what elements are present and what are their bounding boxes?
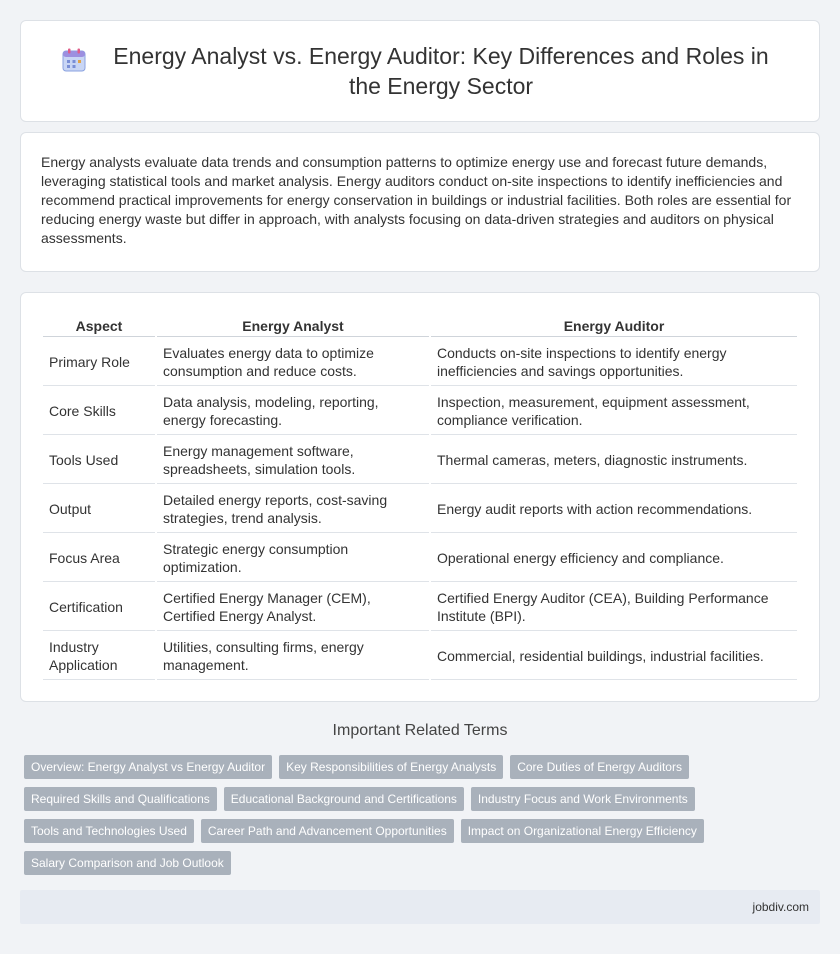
- cell-analyst: Certified Energy Manager (CEM), Certified Energy Analyst.: [157, 584, 429, 631]
- table-row: [43, 339, 797, 386]
- table-row: [43, 437, 797, 484]
- cell-aspect: Industry Application: [43, 633, 155, 680]
- cell-aspect: Focus Area: [43, 535, 155, 582]
- related-terms-list: [24, 755, 816, 883]
- table-row: [43, 584, 797, 631]
- cell-analyst: Detailed energy reports, cost-saving strategies, trend analysis.: [157, 486, 429, 533]
- table-row: [43, 486, 797, 533]
- cell-auditor: Certified Energy Auditor (CEA), Building Performance Institute (BPI).: [431, 584, 797, 631]
- table-row: [43, 535, 797, 582]
- related-terms-heading: Important Related Terms: [332, 722, 508, 739]
- related-term-tag[interactable]: Impact on Organizational Energy Efficiency: [461, 819, 704, 843]
- comparison-table: [41, 313, 799, 682]
- cell-aspect: Primary Role: [43, 339, 155, 386]
- cell-aspect: Core Skills: [43, 388, 155, 435]
- cell-aspect: Output: [43, 486, 155, 533]
- cell-aspect: Certification: [43, 584, 155, 631]
- related-term-tag[interactable]: Required Skills and Qualifications: [24, 787, 217, 811]
- cell-aspect: Tools Used: [43, 437, 155, 484]
- page-title: Energy Analyst vs. Energy Auditor: Key Differences and Roles in the Energy Sector: [113, 43, 769, 99]
- calendar-icon: [61, 47, 87, 73]
- cell-analyst: Strategic energy consumption optimization.: [157, 535, 429, 582]
- footer-site-link[interactable]: jobdiv.com: [752, 900, 809, 914]
- cell-auditor: Thermal cameras, meters, diagnostic instruments.: [431, 437, 797, 484]
- related-term-tag[interactable]: Educational Background and Certifications: [224, 787, 464, 811]
- related-term-tag[interactable]: Key Responsibilities of Energy Analysts: [279, 755, 503, 779]
- cell-auditor: Operational energy efficiency and compliance.: [431, 535, 797, 582]
- header-card: [20, 20, 820, 122]
- intro-card: [20, 132, 820, 272]
- cell-auditor: Commercial, residential buildings, industrial facilities.: [431, 633, 797, 680]
- cell-analyst: Energy management software, spreadsheets, simulation tools.: [157, 437, 429, 484]
- related-term-tag[interactable]: Industry Focus and Work Environments: [471, 787, 695, 811]
- title-wrap: [61, 41, 779, 101]
- footer: [20, 890, 820, 924]
- related-term-tag[interactable]: Salary Comparison and Job Outlook: [24, 851, 231, 875]
- related-term-tag[interactable]: Overview: Energy Analyst vs Energy Auditor: [24, 755, 272, 779]
- related-term-tag[interactable]: Tools and Technologies Used: [24, 819, 194, 843]
- table-row: [43, 388, 797, 435]
- cell-analyst: Evaluates energy data to optimize consumption and reduce costs.: [157, 339, 429, 386]
- column-header-auditor: Energy Auditor: [431, 315, 797, 337]
- cell-auditor: Inspection, measurement, equipment assessment, compliance verification.: [431, 388, 797, 435]
- column-header-aspect: Aspect: [43, 315, 155, 337]
- related-term-tag[interactable]: Career Path and Advancement Opportunities: [201, 819, 454, 843]
- intro-text: Energy analysts evaluate data trends and consumption patterns to optimize energy use and forecast future demands, leveraging statistical tools and market analysis. Energy auditors conduct on-site inspections to identify inefficiencies and recommend practical improvements for energy conservation in buildings or industrial facilities. Both roles are essential for reducing energy waste but differ in approach, with analysts focusing on data-driven strategies and auditors on physical assessments.: [41, 154, 792, 246]
- comparison-table-card: [20, 292, 820, 702]
- cell-auditor: Conducts on-site inspections to identify energy inefficiencies and savings opportunities.: [431, 339, 797, 386]
- related-term-tag[interactable]: Core Duties of Energy Auditors: [510, 755, 689, 779]
- cell-auditor: Energy audit reports with action recommendations.: [431, 486, 797, 533]
- table-header-row: [43, 315, 797, 337]
- column-header-analyst: Energy Analyst: [157, 315, 429, 337]
- table-row: [43, 633, 797, 680]
- cell-analyst: Utilities, consulting firms, energy management.: [157, 633, 429, 680]
- cell-analyst: Data analysis, modeling, reporting, energy forecasting.: [157, 388, 429, 435]
